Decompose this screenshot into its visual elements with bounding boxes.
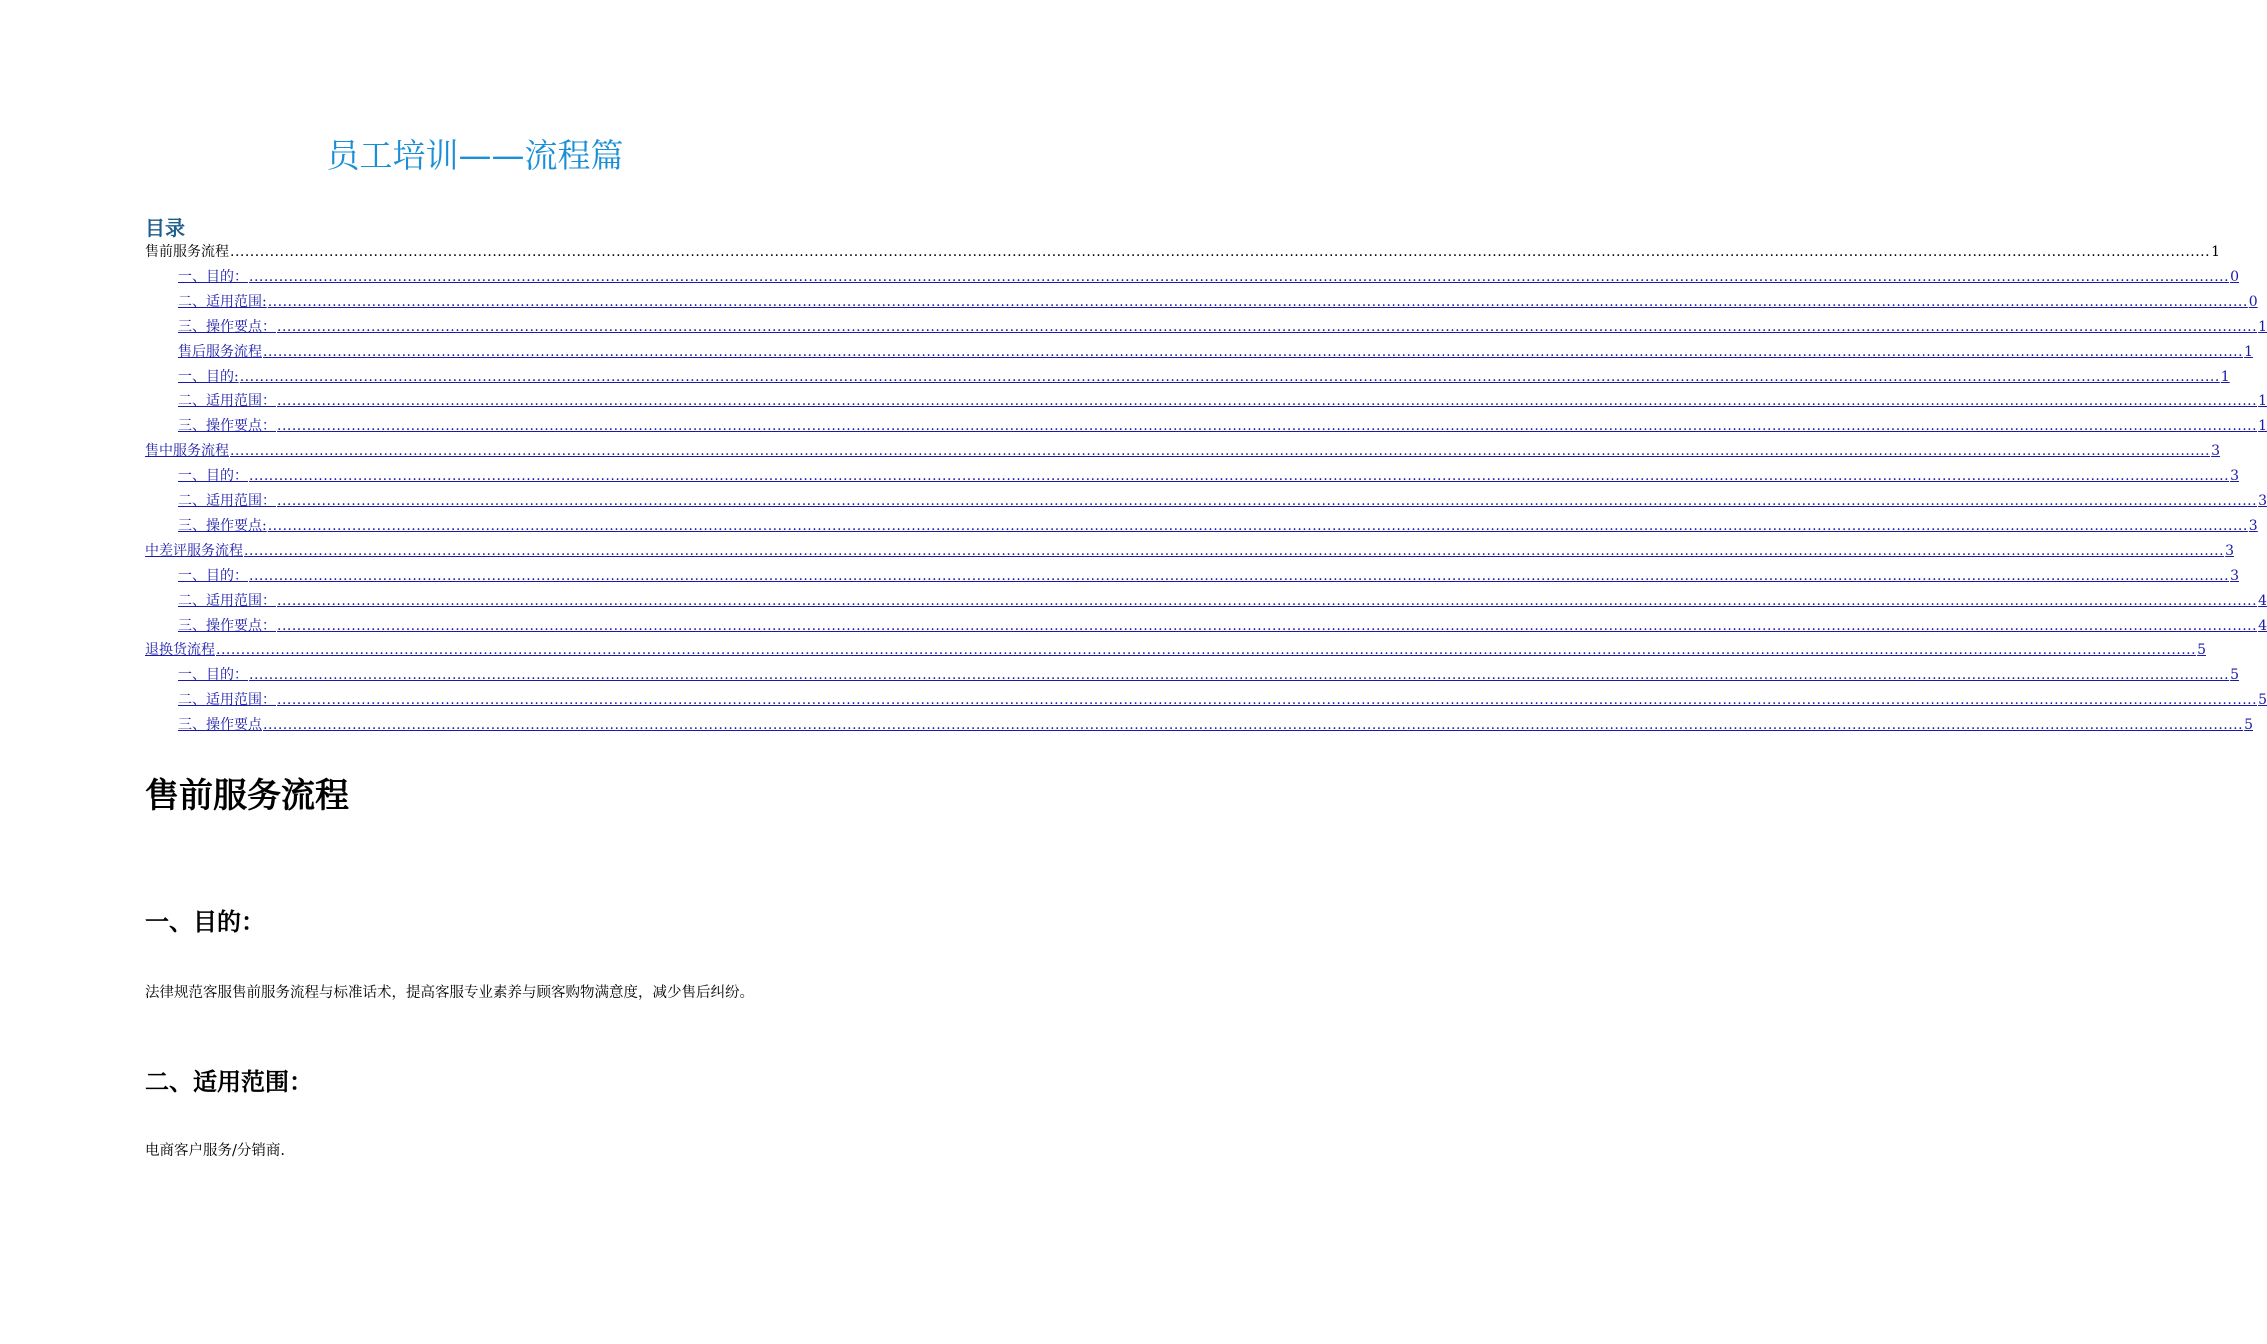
toc-entry-label: 一、目的：	[178, 468, 248, 485]
toc-page-number: 5	[2197, 642, 2206, 659]
toc-entry-label: 中差评服务流程	[145, 542, 243, 559]
section-title: 售前服务流程	[145, 776, 349, 816]
purpose-heading: 一、目的：	[145, 907, 265, 936]
toc-leader-dots: ................................................................................................................................................................................................................................................................................................................................................................................................................	[277, 617, 2258, 634]
scope-heading: 二、适用范围：	[145, 1067, 313, 1096]
toc-entry[interactable]	[178, 266, 2239, 286]
toc-page-number: 5	[2258, 692, 2267, 709]
toc-page-number: 4	[2258, 617, 2267, 634]
toc-entry-label: 二、适用范围：	[178, 592, 276, 609]
toc-leader-dots: ................................................................................................................................................................................................................................................................................................................................................................................................................	[267, 517, 2248, 534]
toc-leader-dots: ................................................................................................................................................................................................................................................................................................................................................................................................................	[249, 468, 2230, 485]
toc-entry[interactable]	[178, 515, 2258, 535]
toc-entry-label: 一、目的:	[178, 368, 239, 385]
toc-entry-label: 二、适用范围：	[178, 493, 276, 509]
toc-entry-label: 售前服务流程	[145, 244, 229, 260]
toc-entry[interactable]	[178, 291, 2258, 311]
toc-entry-label: 售后服务流程	[178, 343, 262, 360]
toc-entry-label: 一、目的：	[178, 667, 248, 684]
toc-entry[interactable]	[178, 490, 2267, 510]
scope-paragraph: 电商客户服务/分销商.	[145, 1143, 285, 1159]
toc-leader-dots: ................................................................................................................................................................................................................................................................................................................................................................................................................	[230, 244, 2211, 260]
toc-leader-dots: ................................................................................................................................................................................................................................................................................................................................................................................................................	[263, 343, 2244, 360]
toc-page-number: 1	[2211, 244, 2220, 260]
toc-page-number: 0	[2230, 268, 2239, 285]
toc-entry-label: 三、操作要点：	[178, 418, 276, 435]
toc-entry-label: 二、适用范围：	[178, 692, 276, 709]
toc-page-number: 1	[2258, 393, 2267, 410]
toc-entry[interactable]	[145, 540, 2234, 560]
toc-page-number: 3	[2230, 567, 2239, 584]
toc-leader-dots: ................................................................................................................................................................................................................................................................................................................................................................................................................	[277, 393, 2258, 410]
toc-entry-label: 三、操作要点:	[178, 517, 267, 534]
toc-page-number: 5	[2244, 717, 2253, 734]
toc-entry[interactable]	[178, 565, 2239, 585]
toc-leader-dots: ................................................................................................................................................................................................................................................................................................................................................................................................................	[249, 268, 2230, 285]
toc-page-number: 0	[2248, 293, 2258, 310]
toc-leader-dots: ................................................................................................................................................................................................................................................................................................................................................................................................................	[239, 368, 2220, 385]
toc-entry-label: 一、目的：	[178, 268, 248, 285]
toc-entry[interactable]	[178, 366, 2230, 386]
toc-page-number: 1	[2258, 418, 2267, 435]
toc-leader-dots: ................................................................................................................................................................................................................................................................................................................................................................................................................	[244, 542, 2225, 559]
purpose-paragraph: 法律规范客服售前服务流程与标准话术，提高客服专业素养与顾客购物满意度，减少售后纠纷。	[145, 985, 754, 1001]
toc-entry[interactable]	[178, 590, 2267, 610]
toc-entry[interactable]	[178, 465, 2239, 485]
toc-entry-label: 三、操作要点：	[178, 617, 276, 634]
toc-entry[interactable]	[145, 639, 2206, 659]
toc-entry[interactable]	[178, 390, 2267, 410]
toc-page-number: 3	[2248, 517, 2258, 534]
toc-entry-label: 一、目的：	[178, 567, 248, 584]
toc-entry[interactable]	[178, 689, 2267, 709]
toc-leader-dots: ................................................................................................................................................................................................................................................................................................................................................................................................................	[249, 667, 2230, 684]
toc-entry[interactable]	[178, 341, 2253, 361]
toc-leader-dots: ................................................................................................................................................................................................................................................................................................................................................................................................................	[277, 318, 2258, 335]
toc-entry-label: 售中服务流程	[145, 443, 229, 460]
toc-leader-dots: ................................................................................................................................................................................................................................................................................................................................................................................................................	[267, 293, 2248, 310]
toc-leader-dots: ................................................................................................................................................................................................................................................................................................................................................................................................................	[277, 493, 2258, 509]
toc-entry-label: 三、操作要点	[178, 717, 262, 734]
toc-entry[interactable]	[178, 615, 2267, 635]
toc-page-number: 1	[2258, 318, 2267, 335]
toc-leader-dots: ................................................................................................................................................................................................................................................................................................................................................................................................................	[263, 717, 2244, 734]
toc-heading: 目录	[145, 216, 185, 240]
document-title: 员工培训——流程篇	[326, 136, 624, 175]
toc-entry-label: 退换货流程	[145, 642, 215, 659]
toc-page-number: 1	[2244, 343, 2253, 360]
toc-leader-dots: ................................................................................................................................................................................................................................................................................................................................................................................................................	[216, 642, 2197, 659]
toc-entry-label: 二、适用范围:	[178, 293, 267, 310]
toc-page-number: 3	[2211, 443, 2220, 460]
toc-page-number: 4	[2258, 592, 2267, 609]
toc-entry[interactable]	[178, 714, 2253, 734]
toc-entry[interactable]	[178, 415, 2267, 435]
toc-page-number: 3	[2258, 493, 2267, 509]
toc-entry[interactable]	[178, 664, 2239, 684]
toc-leader-dots: ................................................................................................................................................................................................................................................................................................................................................................................................................	[277, 592, 2258, 609]
toc-entry[interactable]	[178, 316, 2267, 336]
toc-page-number: 1	[2220, 368, 2230, 385]
toc-entry	[145, 241, 2220, 261]
toc-leader-dots: ................................................................................................................................................................................................................................................................................................................................................................................................................	[230, 443, 2211, 460]
toc-page-number: 5	[2230, 667, 2239, 684]
toc-page-number: 3	[2225, 542, 2234, 559]
toc-leader-dots: ................................................................................................................................................................................................................................................................................................................................................................................................................	[277, 692, 2258, 709]
toc-entry-label: 二、适用范围：	[178, 393, 276, 410]
toc-entry[interactable]	[145, 440, 2220, 460]
toc-leader-dots: ................................................................................................................................................................................................................................................................................................................................................................................................................	[249, 567, 2230, 584]
toc-leader-dots: ................................................................................................................................................................................................................................................................................................................................................................................................................	[277, 418, 2258, 435]
toc-page-number: 3	[2230, 468, 2239, 485]
toc-entry-label: 三、操作要点：	[178, 318, 276, 335]
